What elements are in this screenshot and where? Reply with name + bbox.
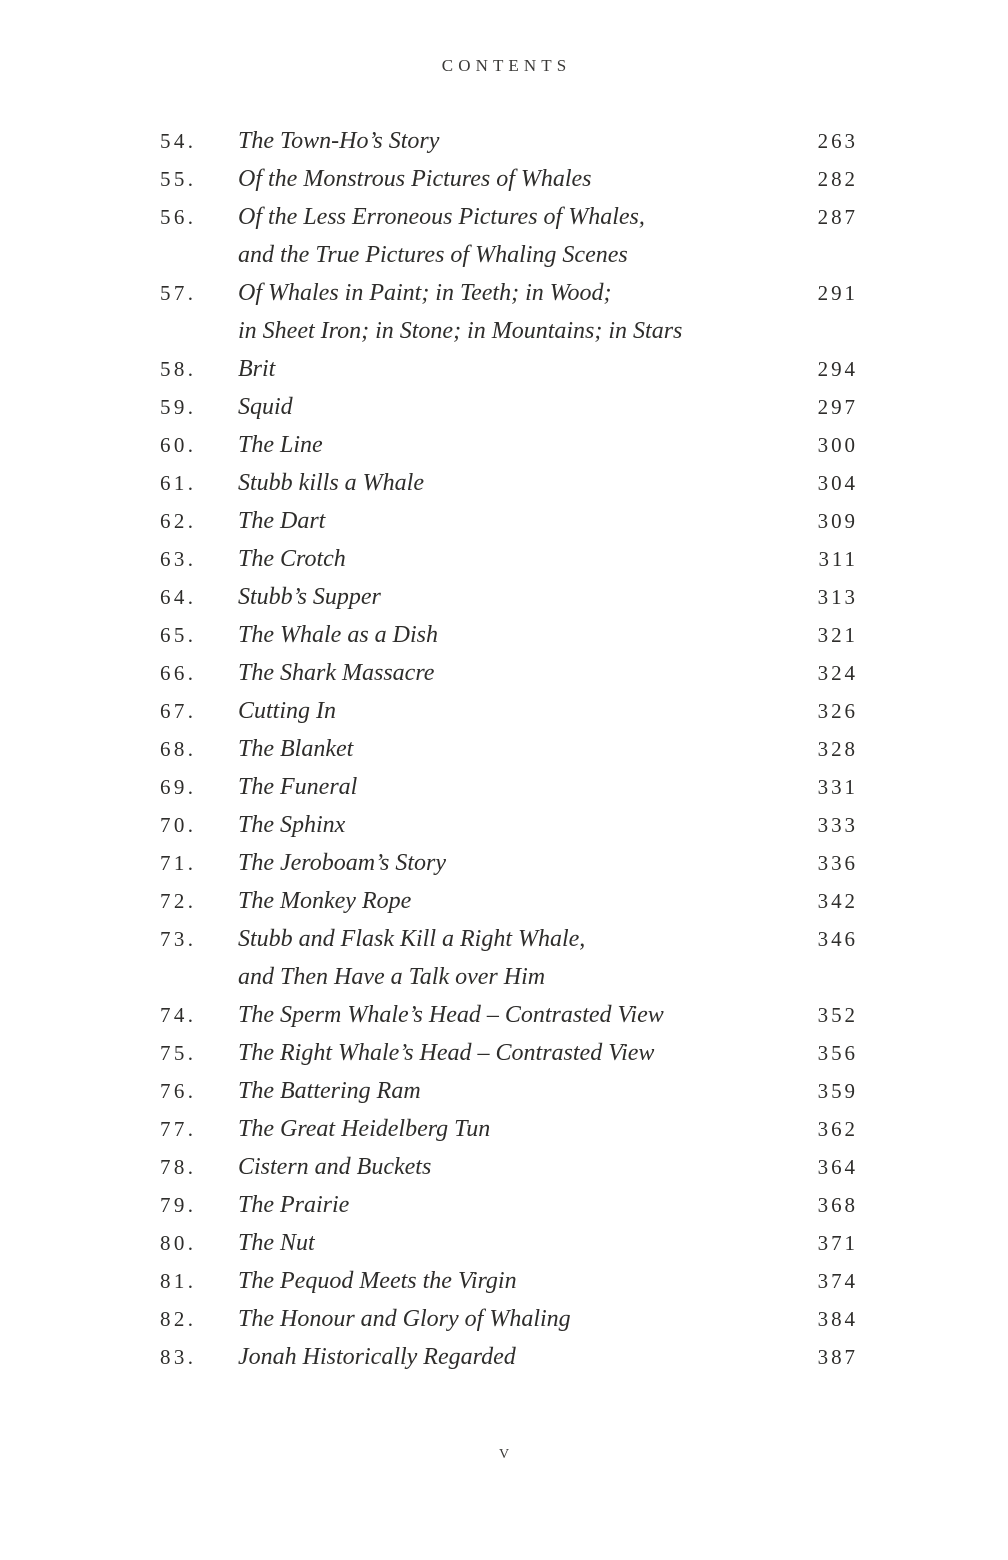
chapter-title: Stubb’s Supper — [238, 584, 381, 610]
chapter-number: 66. — [160, 661, 197, 685]
chapter-number: 71. — [160, 851, 197, 875]
chapter-title-block — [238, 1110, 786, 1148]
chapter-page-number: 371 — [817, 1231, 858, 1255]
chapter-page-number: 346 — [817, 927, 858, 951]
chapter-title: Stubb kills a Whale — [238, 470, 424, 496]
toc-entry — [160, 768, 858, 806]
chapter-number: 59. — [160, 395, 197, 419]
chapter-page-number: 313 — [817, 585, 858, 609]
chapter-title-block — [238, 616, 786, 654]
toc-entry — [160, 654, 858, 692]
toc-entry — [160, 882, 858, 920]
toc-entry — [160, 844, 858, 882]
chapter-title: The Right Whale’s Head – Contrasted View — [238, 1040, 655, 1066]
chapter-title: The Nut — [238, 1230, 315, 1256]
chapter-title-block — [238, 350, 786, 388]
chapter-page-number: 297 — [817, 395, 858, 419]
chapter-page-number: 368 — [817, 1193, 858, 1217]
chapter-number: 76. — [160, 1079, 197, 1103]
toc-entry — [160, 920, 858, 996]
chapter-title-block — [238, 654, 786, 692]
chapter-title: The Honour and Glory of Whaling — [238, 1306, 571, 1332]
chapter-title-block — [238, 502, 786, 540]
chapter-title-block — [238, 160, 786, 198]
chapter-title-block — [238, 1148, 786, 1186]
toc-entry — [160, 1148, 858, 1186]
chapter-number: 80. — [160, 1231, 197, 1255]
chapter-page-number: 282 — [817, 167, 858, 191]
chapter-page-number: 287 — [817, 205, 858, 229]
chapter-title: Of Whales in Paint; in Teeth; in Wood; — [238, 280, 612, 306]
toc-entry — [160, 464, 858, 502]
chapter-number: 61. — [160, 471, 197, 495]
chapter-title: Squid — [238, 394, 293, 420]
chapter-page-number: 364 — [817, 1155, 858, 1179]
chapter-number: 83. — [160, 1345, 197, 1369]
toc-entry — [160, 1110, 858, 1148]
toc-entry — [160, 388, 858, 426]
chapter-title-block — [238, 1300, 786, 1338]
chapter-title-block — [238, 806, 786, 844]
chapter-title-continuation: and Then Have a Talk over Him — [238, 964, 546, 990]
chapter-number: 72. — [160, 889, 197, 913]
chapter-number: 68. — [160, 737, 197, 761]
chapter-page-number: 309 — [817, 509, 858, 533]
toc-entry — [160, 578, 858, 616]
chapter-number: 57. — [160, 281, 197, 305]
chapter-page-number: 311 — [818, 547, 858, 571]
chapter-page-number: 321 — [817, 623, 858, 647]
toc-list — [160, 122, 858, 1376]
toc-entry — [160, 1186, 858, 1224]
toc-entry — [160, 540, 858, 578]
toc-entry — [160, 616, 858, 654]
chapter-title-block — [238, 388, 786, 426]
chapter-number: 73. — [160, 927, 197, 951]
chapter-title-block — [238, 692, 786, 730]
toc-entry — [160, 160, 858, 198]
chapter-title-block — [238, 844, 786, 882]
toc-entry — [160, 350, 858, 388]
toc-entry — [160, 122, 858, 160]
chapter-title-block — [238, 426, 786, 464]
chapter-title-block — [238, 1338, 786, 1376]
chapter-title: The Pequod Meets the Virgin — [238, 1268, 517, 1294]
toc-entry — [160, 692, 858, 730]
chapter-page-number: 336 — [817, 851, 858, 875]
toc-entry — [160, 1224, 858, 1262]
chapter-number: 54. — [160, 129, 197, 153]
chapter-title-block — [238, 1186, 786, 1224]
chapter-number: 56. — [160, 205, 197, 229]
chapter-number: 69. — [160, 775, 197, 799]
chapter-page-number: 300 — [817, 433, 858, 457]
chapter-title-block — [238, 1034, 786, 1072]
toc-entry — [160, 502, 858, 540]
chapter-title-block — [238, 730, 786, 768]
chapter-title-block — [238, 540, 786, 578]
chapter-number: 77. — [160, 1117, 197, 1141]
folio-page-number: v — [498, 1441, 510, 1463]
chapter-page-number: 356 — [817, 1041, 858, 1065]
chapter-title-block — [238, 1224, 786, 1262]
chapter-title: The Dart — [238, 508, 326, 534]
chapter-number: 58. — [160, 357, 197, 381]
chapter-title: The Funeral — [238, 774, 358, 800]
toc-entry — [160, 198, 858, 274]
toc-entry — [160, 806, 858, 844]
chapter-number: 74. — [160, 1003, 197, 1027]
chapter-number: 62. — [160, 509, 197, 533]
chapter-page-number: 359 — [817, 1079, 858, 1103]
chapter-number: 79. — [160, 1193, 197, 1217]
chapter-number: 70. — [160, 813, 197, 837]
chapter-number: 78. — [160, 1155, 197, 1179]
toc-entry — [160, 1072, 858, 1110]
chapter-title: The Great Heidelberg Tun — [238, 1116, 491, 1142]
toc-entry — [160, 1300, 858, 1338]
chapter-page-number: 324 — [817, 661, 858, 685]
chapter-title: Cistern and Buckets — [238, 1154, 432, 1180]
chapter-page-number: 304 — [817, 471, 858, 495]
chapter-title: The Blanket — [238, 736, 354, 762]
chapter-number: 55. — [160, 167, 197, 191]
chapter-title: The Sphinx — [238, 812, 346, 838]
toc-entry — [160, 1338, 858, 1376]
chapter-title-block — [238, 122, 786, 160]
page-title: CONTENTS — [441, 56, 572, 75]
chapter-title: Stubb and Flask Kill a Right Whale, — [238, 926, 586, 952]
chapter-title: The Monkey Rope — [238, 888, 412, 914]
chapter-title: The Shark Massacre — [238, 660, 435, 686]
chapter-title-block — [238, 996, 786, 1034]
chapter-title: The Prairie — [238, 1192, 350, 1218]
chapter-title: The Town-Ho’s Story — [238, 128, 440, 154]
chapter-page-number: 352 — [817, 1003, 858, 1027]
chapter-page-number: 263 — [817, 129, 858, 153]
chapter-page-number: 328 — [817, 737, 858, 761]
chapter-number: 60. — [160, 433, 197, 457]
chapter-title-block — [238, 920, 786, 996]
chapter-title: The Battering Ram — [238, 1078, 421, 1104]
chapter-page-number: 384 — [817, 1307, 858, 1331]
chapter-title-block — [238, 882, 786, 920]
chapter-title: Of the Less Erroneous Pictures of Whales, — [238, 204, 645, 230]
chapter-number: 81. — [160, 1269, 197, 1293]
chapter-number: 64. — [160, 585, 197, 609]
chapter-title: The Sperm Whale’s Head – Contrasted View — [238, 1002, 664, 1028]
chapter-page-number: 291 — [817, 281, 858, 305]
toc-entry — [160, 996, 858, 1034]
chapter-number: 63. — [160, 547, 197, 571]
toc-entry — [160, 1262, 858, 1300]
chapter-page-number: 362 — [817, 1117, 858, 1141]
chapter-number: 67. — [160, 699, 197, 723]
chapter-title: The Line — [238, 432, 323, 458]
chapter-number: 75. — [160, 1041, 197, 1065]
chapter-page-number: 387 — [817, 1345, 858, 1369]
chapter-title: The Crotch — [238, 546, 346, 572]
chapter-title: The Jeroboam’s Story — [238, 850, 446, 876]
chapter-title: The Whale as a Dish — [238, 622, 438, 648]
chapter-title-continuation: and the True Pictures of Whaling Scenes — [238, 242, 628, 268]
chapter-title-block — [238, 274, 786, 350]
chapter-title-block — [238, 768, 786, 806]
chapter-number: 65. — [160, 623, 197, 647]
chapter-title-block — [238, 578, 786, 616]
chapter-page-number: 342 — [817, 889, 858, 913]
chapter-title: Brit — [238, 356, 276, 382]
chapter-title-block — [238, 1262, 786, 1300]
chapter-title: Cutting In — [238, 698, 337, 724]
chapter-title-continuation: in Sheet Iron; in Stone; in Mountains; in Stars — [238, 318, 683, 344]
chapter-page-number: 331 — [817, 775, 858, 799]
toc-entry — [160, 274, 858, 350]
chapter-page-number: 326 — [817, 699, 858, 723]
toc-entry — [160, 426, 858, 464]
chapter-page-number: 294 — [817, 357, 858, 381]
toc-entry — [160, 1034, 858, 1072]
chapter-title: Of the Monstrous Pictures of Whales — [238, 166, 592, 192]
toc-entry — [160, 730, 858, 768]
chapter-number: 82. — [160, 1307, 197, 1331]
chapter-title: Jonah Historically Regarded — [238, 1344, 516, 1370]
chapter-title-block — [238, 464, 786, 502]
chapter-title-block — [238, 198, 786, 274]
chapter-page-number: 374 — [817, 1269, 858, 1293]
chapter-title-block — [238, 1072, 786, 1110]
chapter-page-number: 333 — [817, 813, 858, 837]
